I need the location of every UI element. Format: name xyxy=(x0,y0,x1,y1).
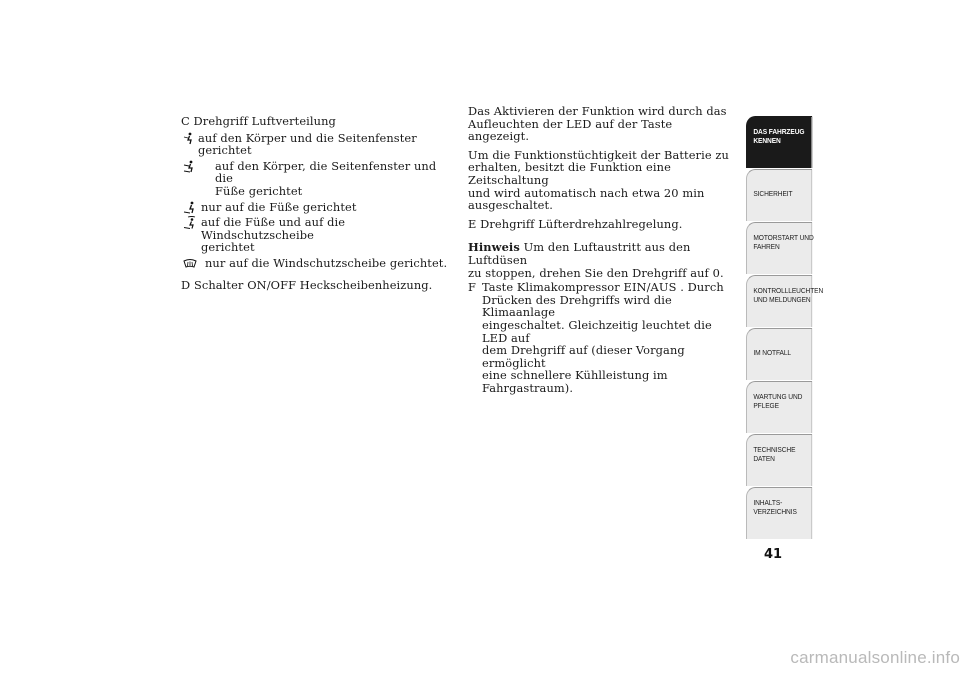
tab-kontrollleuchten[interactable]: KONTROLLLEUCHTEN UND MELDUNGEN xyxy=(746,275,812,327)
hint-block: Hinweis Um den Luftaustritt aus den Luftdüsen zu stoppen, drehen Sie den Drehgriff auf 0. xyxy=(468,240,724,280)
air-body-feet-icon xyxy=(183,160,197,173)
page-number: 41 xyxy=(763,547,783,562)
right-column xyxy=(468,105,736,394)
air-feet-icon xyxy=(183,201,197,214)
windshield-defrost-icon xyxy=(183,257,197,270)
tab-wartung-und-pflege[interactable]: WARTUNG UND PFLEGE xyxy=(746,381,812,433)
list-item: auf den Körper und die Seitenfenster gerichtet xyxy=(181,132,456,157)
chapter-tabs xyxy=(746,116,824,540)
list-item: auf den Körper, die Seitenfenster und die Füße gerichtet xyxy=(181,160,456,198)
item-e: E Drehgriff Lüfterdrehzahlregelung. xyxy=(468,216,683,231)
air-body-icon xyxy=(183,132,197,145)
air-feet-windshield-icon xyxy=(183,216,197,229)
list-item: auf die Füße und auf die Windschutzscheibe gerichtet xyxy=(181,216,456,254)
tab-technische-daten[interactable]: TECHNISCHE DATEN xyxy=(746,434,812,486)
tab-im-notfall[interactable]: IM NOTFALL xyxy=(746,328,812,380)
section-heading-c: C Drehgriff Luftverteilung xyxy=(181,114,336,128)
tab-inhaltsverzeichnis[interactable]: INHALTS- VERZEICHNIS xyxy=(746,487,812,539)
paragraph-battery: Um die Funktionstüchtigkeit der Batterie zu erhalten, besitzt die Funktion eine Zeitschaltung und wird automatisch nach etwa 20 min ausgeschaltet. xyxy=(468,147,729,213)
watermark: carmanualsonline.info xyxy=(790,648,960,667)
list-item: nur auf die Füße gerichtet xyxy=(181,201,456,214)
tab-motorstart-und-fahren[interactable]: MOTORSTART UND FAHREN xyxy=(746,222,812,274)
list-item: nur auf die Windschutzscheibe gerichtet. xyxy=(181,257,456,270)
switch-d-text: D Schalter ON/OFF Heckscheibenheizung. xyxy=(181,277,433,292)
hint-label: Hinweis xyxy=(468,240,520,255)
tab-sicherheit[interactable]: SICHERHEIT xyxy=(746,169,812,221)
left-column xyxy=(181,115,456,291)
tab-das-fahrzeug-kennen[interactable]: DAS FAHRZEUG KENNEN xyxy=(746,116,812,168)
paragraph-led: Das Aktivieren der Funktion wird durch das Aufleuchten der LED auf der Taste angezeigt. xyxy=(468,104,727,144)
item-f: F Taste Klimakompressor EIN/AUS . Durch Drücken des Drehgriffs wird die Klimaanlage eingeschaltet. Gleichzeitig leuchtet die LED auf dem Drehgriff auf (dieser Vorgang ermöglicht eine schnellere Kühlleistung im Fahrgastraum). xyxy=(468,280,724,395)
